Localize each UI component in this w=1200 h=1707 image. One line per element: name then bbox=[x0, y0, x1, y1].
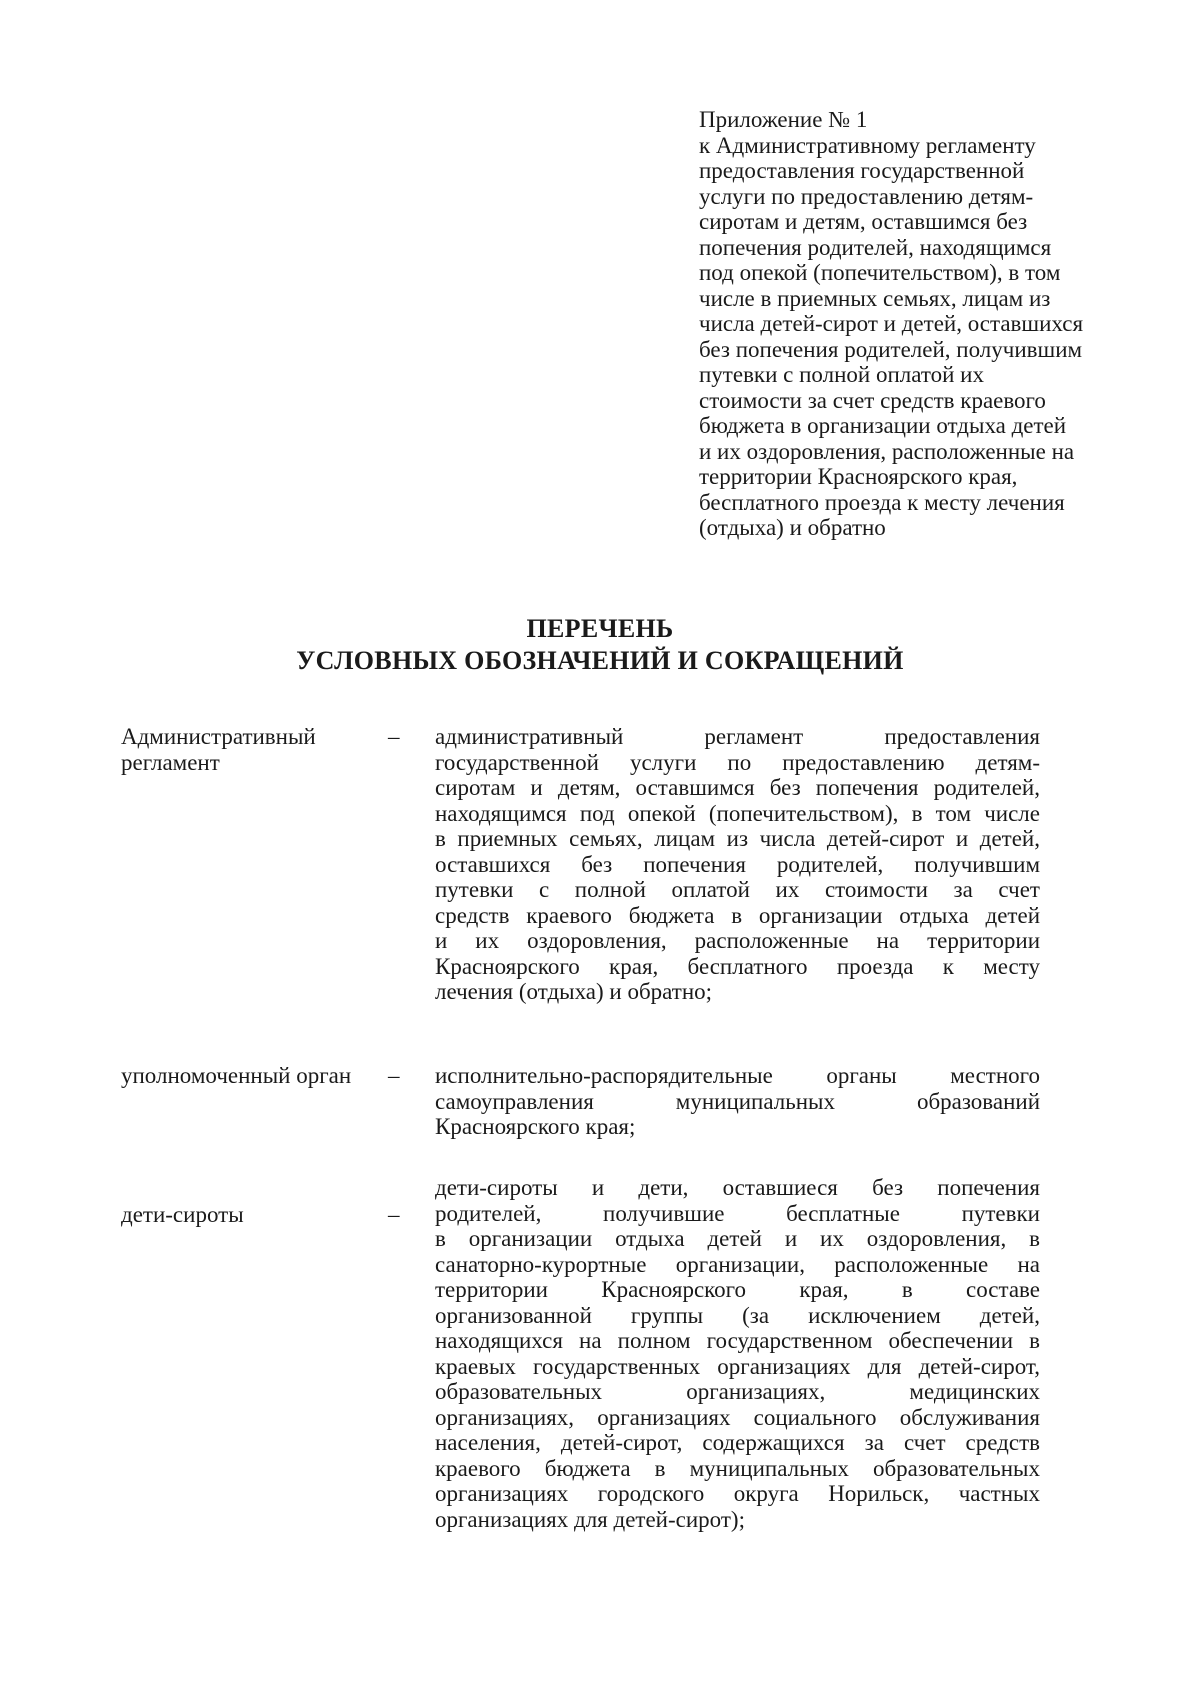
term-line: регламент bbox=[121, 749, 220, 775]
appendix-line: территории Красноярского края, bbox=[699, 464, 1018, 489]
term-line: Административный bbox=[121, 724, 316, 749]
definition-line: родителей, получившие бесплатные путевки bbox=[435, 1200, 1040, 1226]
term-line: дети-сироты bbox=[121, 1202, 244, 1227]
definition-line: оставшихся без попечения родителей, получившим bbox=[435, 851, 1040, 877]
definition-line: административный регламент предоставления bbox=[435, 724, 1040, 749]
definition-line: в организации отдыха детей и их оздоровления, в bbox=[435, 1226, 1040, 1251]
appendix-line: предоставления государственной bbox=[699, 158, 1025, 183]
appendix-line: числе в приемных семьях, лицам из bbox=[699, 285, 1051, 311]
definition-line: путевки с полной оплатой их стоимости за счет bbox=[435, 877, 1040, 902]
appendix-line: бесплатного проезда к месту лечения bbox=[699, 489, 1065, 515]
appendix-line: попечения родителей, находящимся bbox=[699, 234, 1052, 260]
definition-line: краевых государственных организациях для детей-сирот, bbox=[435, 1353, 1040, 1379]
definition-line: краевого бюджета в муниципальных образовательных bbox=[435, 1455, 1040, 1481]
definition-line: в приемных семьях, лицам из числа детей-сирот и детей, bbox=[435, 826, 1040, 851]
definition-line: исполнительно-распорядительные органы местного bbox=[435, 1063, 1040, 1088]
definition-line: организациях городского округа Норильск, частных bbox=[435, 1481, 1040, 1506]
definition-line: самоуправления муниципальных образований bbox=[435, 1088, 1040, 1114]
definition-line: государственной услуги по предоставлению детям- bbox=[435, 749, 1040, 775]
definition-line: образовательных организациях, медицинских bbox=[435, 1379, 1040, 1404]
term-line: уполномоченный орган bbox=[121, 1063, 352, 1088]
entry-term bbox=[121, 1202, 244, 1228]
definition-line: организациях для детей-сирот); bbox=[435, 1506, 745, 1532]
appendix-line: без попечения родителей, получившим bbox=[699, 336, 1083, 362]
definition-line: Красноярского края; bbox=[435, 1114, 636, 1139]
definition-line: санаторно-курортные организации, расположенные на bbox=[435, 1251, 1040, 1277]
appendix-line: к Административному регламенту bbox=[699, 132, 1036, 158]
appendix-line: путевки с полной оплатой их bbox=[699, 362, 984, 387]
appendix-line: Приложение № 1 bbox=[699, 107, 868, 132]
document-title: ПЕРЕЧЕНЬ bbox=[526, 614, 674, 643]
entry-definition bbox=[435, 1175, 1040, 1532]
definition-line: находящимся под опекой (попечительством), в том числе bbox=[435, 800, 1040, 826]
entry-definition bbox=[435, 1063, 1040, 1140]
entry-term bbox=[121, 724, 316, 775]
definition-line: находящихся на полном государственном обеспечении в bbox=[435, 1328, 1040, 1353]
entry-term bbox=[121, 1063, 351, 1089]
appendix-line: числа детей-сирот и детей, оставшихся bbox=[699, 311, 1084, 336]
definition-line: организациях, организациях социального обслуживания bbox=[435, 1404, 1040, 1430]
appendix-line: стоимости за счет средств краевого bbox=[699, 387, 1046, 413]
appendix-line: (отдыха) и обратно bbox=[699, 515, 886, 540]
document-subtitle: УСЛОВНЫХ ОБОЗНАЧЕНИЙ И СОКРАЩЕНИЙ bbox=[296, 646, 904, 675]
entry-dash: – bbox=[388, 724, 400, 749]
appendix-line: услуги по предоставлению детям- bbox=[699, 183, 1034, 209]
definition-line: населения, детей-сирот, содержащихся за счет средств bbox=[435, 1430, 1040, 1455]
definition-line: лечения (отдыха) и обратно; bbox=[435, 979, 713, 1004]
definition-line: средств краевого бюджета в организации отдыха детей bbox=[435, 902, 1040, 928]
definition-line: Красноярского края, бесплатного проезда к месту bbox=[435, 953, 1040, 979]
appendix-line: под опекой (попечительством), в том bbox=[699, 260, 1061, 285]
entry-definition bbox=[435, 724, 1040, 1005]
appendix-line: и их оздоровления, расположенные на bbox=[699, 438, 1075, 464]
definition-line: дети-сироты и дети, оставшиеся без попечения bbox=[435, 1175, 1040, 1200]
entry-dash: – bbox=[388, 1063, 400, 1088]
definition-line: и их оздоровления, расположенные на территории bbox=[435, 928, 1040, 953]
appendix-header bbox=[699, 107, 1119, 541]
entry-dash: – bbox=[388, 1202, 400, 1227]
definition-line: организованной группы (за исключением детей, bbox=[435, 1302, 1040, 1328]
definition-line: территории Красноярского края, в составе bbox=[435, 1277, 1040, 1302]
appendix-line: сиротам и детям, оставшимся без bbox=[699, 209, 1028, 234]
appendix-line: бюджета в организации отдыха детей bbox=[699, 413, 1067, 438]
definition-line: сиротам и детям, оставшимся без попечения родителей, bbox=[435, 775, 1040, 800]
